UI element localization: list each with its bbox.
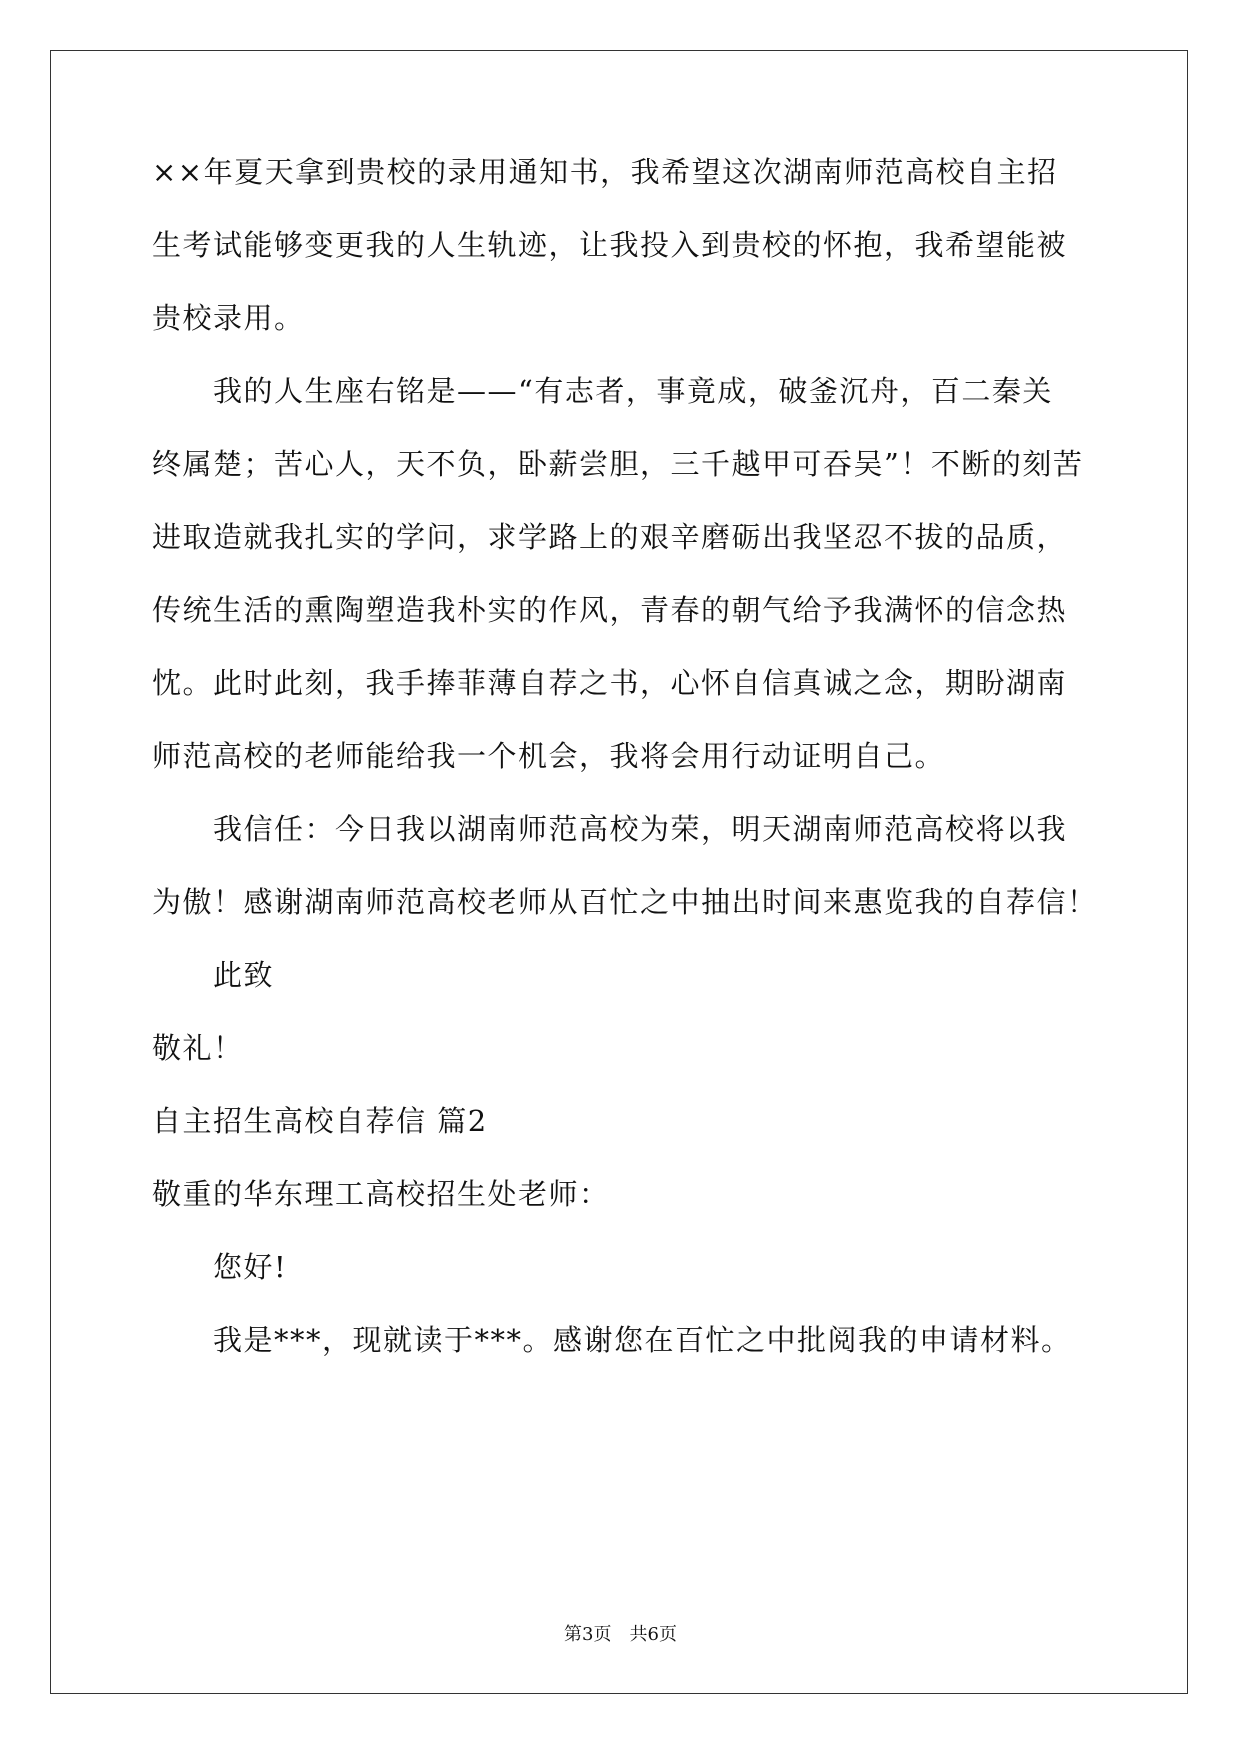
paragraph-start: 我信任：今日我以湖南师范高校为荣，明天湖南师范高校将以我 — [213, 812, 1068, 846]
page-border — [50, 50, 1188, 1694]
text-line: 生考试能够变更我的人生轨迹，让我投入到贵校的怀抱，我希望能被 — [152, 228, 1068, 262]
text-line: 终属楚；苦心人，天不负，卧薪尝胆，三千越甲可吞吴”！不断的刻苦 — [152, 447, 1084, 481]
section-heading: 自主招生高校自荐信 篇2 — [152, 1104, 488, 1138]
text-line: 传统生活的熏陶塑造我朴实的作风，青春的朝气给予我满怀的信念热 — [152, 593, 1068, 627]
text-line: ××年夏天拿到贵校的录用通知书，我希望这次湖南师范高校自主招 — [152, 155, 1058, 189]
text-line: 师范高校的老师能给我一个机会，我将会用行动证明自己。 — [152, 739, 946, 773]
paragraph-start: 我的人生座右铭是——“有志者，事竟成，破釜沉舟，百二秦关 — [213, 374, 1053, 408]
text-line: 贵校录用。 — [152, 301, 305, 335]
letter-greeting: 敬重的华东理工高校招生处老师： — [152, 1177, 610, 1211]
greeting-phrase: 您好! — [213, 1250, 288, 1284]
paragraph-start: 我是***，现就读于***。感谢您在百忙之中批阅我的申请材料。 — [213, 1323, 1072, 1357]
salutation-closing: 敬礼！ — [152, 1031, 244, 1065]
text-line: 进取造就我扎实的学问，求学路上的艰辛磨砺出我坚忍不拔的品质， — [152, 520, 1068, 554]
text-line: 忱。此时此刻，我手捧菲薄自荐之书，心怀自信真诚之念，期盼湖南 — [152, 666, 1068, 700]
closing-phrase: 此致 — [213, 958, 275, 992]
page-number-footer: 第3页 共6页 — [564, 1624, 677, 1645]
text-line: 为傲！感谢湖南师范高校老师从百忙之中抽出时间来惠览我的自荐信！ — [152, 885, 1098, 919]
